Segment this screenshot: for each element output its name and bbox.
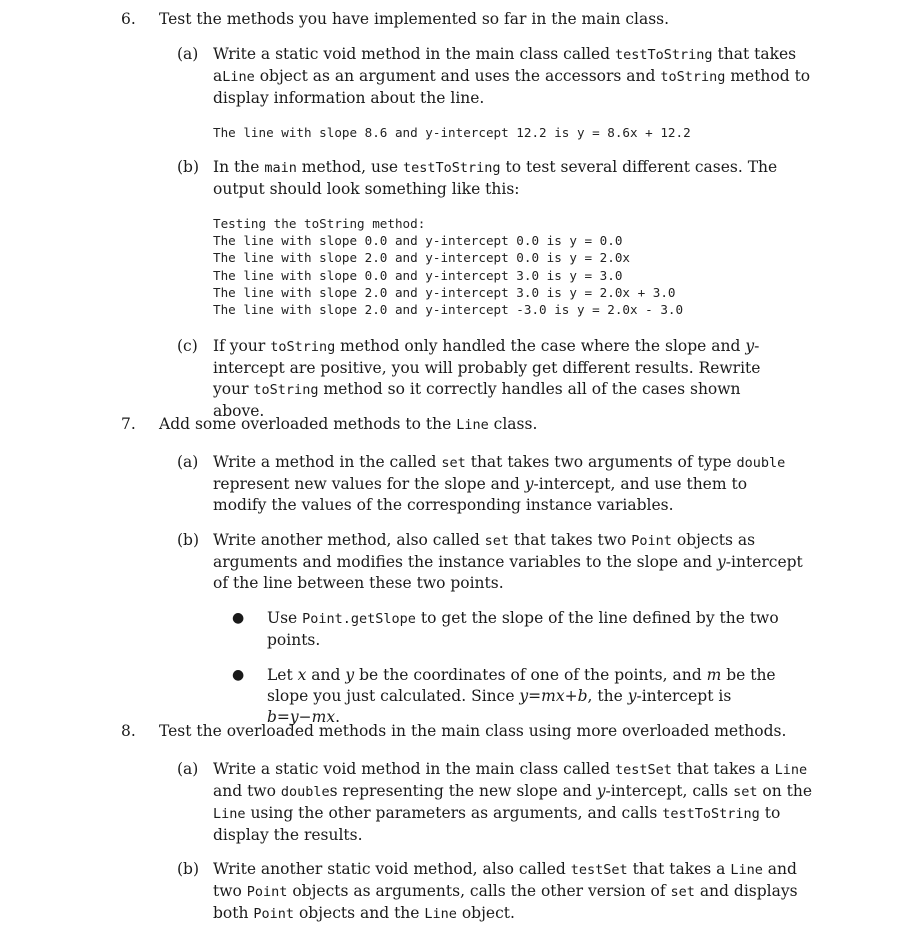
inline-code: testToString bbox=[662, 806, 760, 822]
inline-code: double bbox=[280, 784, 330, 800]
text-run: . bbox=[335, 708, 341, 726]
inline-code: set bbox=[484, 533, 510, 549]
sub-text bbox=[213, 336, 773, 422]
text-run: Let bbox=[267, 666, 298, 684]
text-run: In the bbox=[213, 158, 265, 176]
bullet-text bbox=[267, 608, 787, 651]
code-line: Testing the toString method: bbox=[213, 216, 426, 231]
text-run: that takes a bbox=[671, 760, 775, 778]
math-variable: x bbox=[297, 666, 307, 684]
sub-text bbox=[213, 157, 788, 200]
code-line: The line with slope 0.0 and y-intercept 0.0 is y = 0.0 bbox=[213, 233, 623, 249]
sub-label: (a) bbox=[177, 45, 199, 63]
text-run: to test several different cases. The output should look something like this: bbox=[213, 158, 778, 198]
inline-code: main bbox=[264, 160, 297, 176]
math-variable: y bbox=[596, 782, 606, 800]
text-run: , the bbox=[587, 687, 628, 705]
text-run: objects as arguments, calls the other version of bbox=[287, 882, 671, 900]
text-run: -intercept are positive, you will probably get different results. Rewrite your bbox=[213, 337, 761, 398]
text-run: objects as arguments and modifies the instance variables to the slope and bbox=[213, 531, 756, 571]
inline-code: toString bbox=[253, 382, 319, 398]
item-heading bbox=[159, 414, 537, 436]
inline-code: Line bbox=[774, 762, 808, 778]
text-run: method only handled the case where the slope and bbox=[335, 337, 746, 355]
math-variable: y bbox=[627, 687, 637, 705]
bullet-text bbox=[267, 665, 807, 728]
sub-label: (b) bbox=[177, 531, 200, 549]
text-run: Add some overloaded methods to the bbox=[159, 415, 457, 433]
item-heading: Test the overloaded methods in the main class using more overloaded methods. bbox=[159, 722, 787, 740]
inline-code: set bbox=[670, 884, 695, 900]
text-run: that takes two bbox=[509, 531, 632, 549]
text-run: -intercept, calls bbox=[605, 782, 734, 800]
inline-code: Line bbox=[456, 417, 489, 433]
code-output bbox=[213, 215, 683, 318]
inline-code: Point.getSlope bbox=[302, 611, 416, 627]
text-run: that takes a bbox=[627, 860, 731, 878]
inline-code: double bbox=[736, 455, 786, 471]
text-run: -intercept, and use them to modify the values of the corresponding instance variables. bbox=[213, 475, 748, 514]
text-run: and displays both bbox=[213, 882, 798, 922]
code-line: The line with slope 2.0 and y-intercept -3.0 is y = 2.0x - 3.0 bbox=[213, 302, 684, 318]
inline-code: set bbox=[441, 455, 466, 471]
code-example bbox=[213, 124, 691, 141]
item-number: 8. bbox=[121, 722, 136, 740]
item-number: 6. bbox=[121, 10, 136, 28]
inline-code: Point bbox=[253, 906, 295, 922]
sub-text bbox=[213, 530, 813, 594]
math-variable: y=mx+b bbox=[519, 687, 588, 705]
bullet-dot: ● bbox=[232, 610, 245, 626]
text-run: that takes a bbox=[213, 45, 797, 85]
sub-label: (c) bbox=[177, 337, 198, 355]
inline-code: Line bbox=[213, 806, 246, 822]
text-run: represent new values for the slope and bbox=[213, 475, 525, 493]
sub-label: (a) bbox=[177, 453, 199, 471]
inline-code: testSet bbox=[615, 762, 672, 778]
item-number: 7. bbox=[121, 415, 136, 433]
text-run: that takes two arguments of type bbox=[465, 453, 737, 471]
text-run: be the coordinates of one of the points, and bbox=[354, 666, 707, 684]
code-line: The line with slope 0.0 and y-intercept 3.0 is y = 3.0 bbox=[213, 267, 623, 283]
text-run: Use bbox=[267, 609, 303, 627]
sub-text bbox=[213, 44, 811, 109]
text-run: on the bbox=[757, 782, 813, 800]
text-run: using the other parameters as arguments, and calls bbox=[245, 804, 663, 822]
text-run: method, use bbox=[296, 158, 404, 176]
math-variable: y bbox=[745, 337, 755, 355]
inline-code: testToString bbox=[615, 47, 713, 63]
text-run: object as an argument and uses the accessors and bbox=[254, 67, 661, 85]
code-line: The line with slope 8.6 and y-intercept 12.2 is y = 8.6x + 12.2 bbox=[213, 125, 691, 140]
code-line: The line with slope 2.0 and y-intercept 0.0 is y = 2.0x bbox=[213, 250, 631, 266]
bullet-dot: ● bbox=[232, 667, 245, 683]
text-run: method to display information about the line. bbox=[213, 67, 811, 107]
math-variable: y bbox=[345, 666, 355, 684]
sub-text bbox=[213, 859, 798, 925]
inline-code: Line bbox=[424, 906, 457, 922]
sub-label: (b) bbox=[177, 158, 200, 176]
text-run: Write another static void method, also called bbox=[213, 860, 571, 878]
inline-code: toString bbox=[660, 69, 726, 85]
text-run: and two bbox=[213, 860, 797, 900]
math-variable: b=y−mx bbox=[267, 708, 336, 726]
inline-code: testSet bbox=[570, 862, 628, 878]
inline-code: Point bbox=[246, 884, 288, 900]
text-run: and bbox=[306, 666, 346, 684]
text-run: s representing the new slope and bbox=[329, 782, 597, 800]
code-line: The line with slope 2.0 and y-intercept 3.0 is y = 2.0x + 3.0 bbox=[213, 284, 676, 300]
text-run: method so it correctly handles all of the cases shown above. bbox=[213, 380, 741, 420]
sub-text bbox=[213, 759, 813, 846]
text-run: be the slope you just calculated. Since bbox=[267, 666, 776, 705]
sub-label: (b) bbox=[177, 860, 200, 878]
text-run: Write another method, also called bbox=[213, 531, 485, 549]
text-run: and two bbox=[213, 782, 281, 800]
math-variable: y bbox=[524, 475, 534, 493]
text-run: If your bbox=[213, 337, 271, 355]
math-variable: y bbox=[717, 553, 726, 571]
text-run: Write a static void method in the main class called bbox=[213, 45, 616, 63]
inline-code: Point bbox=[631, 533, 672, 549]
sub-label: (a) bbox=[177, 760, 199, 778]
inline-code: Line bbox=[222, 69, 255, 85]
inline-code: set bbox=[733, 784, 758, 800]
text-run: object. bbox=[456, 904, 515, 922]
text-run: objects and the bbox=[294, 904, 425, 922]
text-run: -intercept is bbox=[636, 687, 732, 705]
text-run: to display the results. bbox=[213, 804, 781, 844]
text-run: to get the slope of the line defined by the two points. bbox=[267, 609, 779, 649]
text-run: Write a static void method in the main class called bbox=[213, 760, 616, 778]
text-run: class. bbox=[488, 415, 538, 433]
inline-code: Line bbox=[730, 862, 763, 878]
item-heading: Test the methods you have implemented so far in the main class. bbox=[159, 10, 670, 28]
sub-text bbox=[213, 452, 798, 516]
inline-code: testToString bbox=[403, 160, 501, 176]
text-run: Write a method in the called bbox=[213, 453, 442, 471]
text-run: -intercept of the line between these two points. bbox=[213, 553, 803, 592]
math-variable: m bbox=[706, 666, 722, 684]
inline-code: toString bbox=[270, 339, 336, 355]
